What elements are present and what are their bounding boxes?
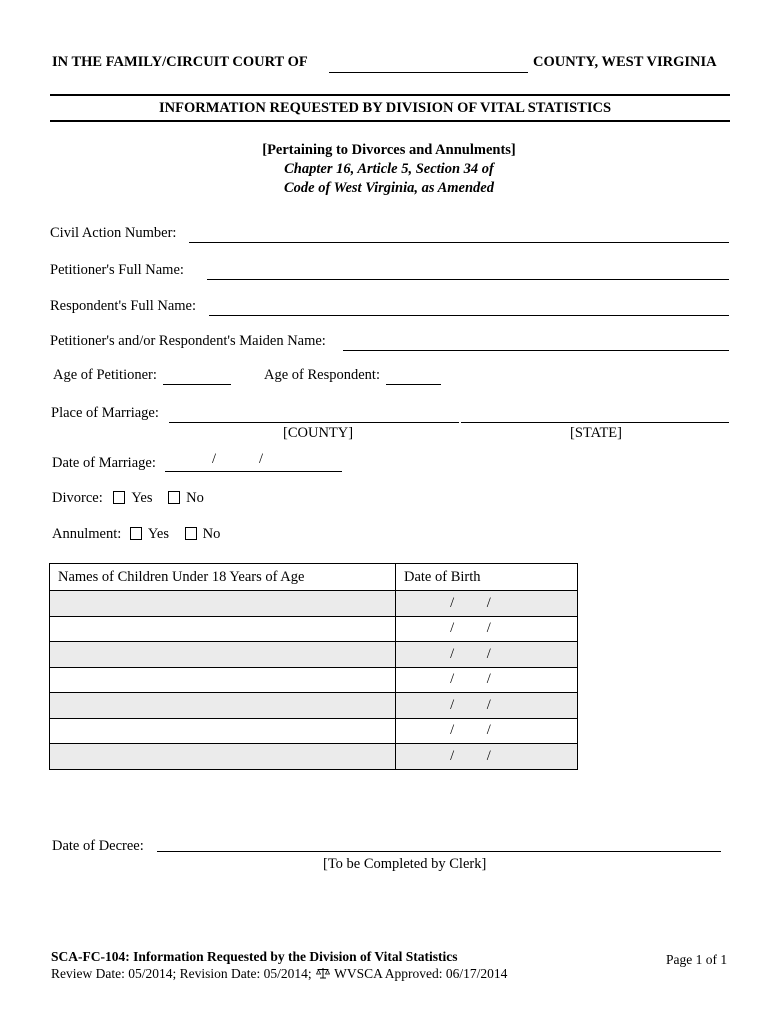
age-respondent-input[interactable]	[386, 368, 441, 385]
table-row	[50, 616, 578, 642]
date-of-decree-input[interactable]	[157, 835, 721, 852]
children-table	[49, 563, 578, 770]
children-name-header: Names of Children Under 18 Years of Age	[50, 564, 396, 591]
annulment-yes-label: Yes	[147, 526, 170, 542]
scales-of-justice-icon	[316, 967, 330, 979]
respondent-name-label: Respondent's Full Name:	[50, 298, 196, 314]
state-caption: [STATE]	[570, 425, 622, 441]
subtitle-chapter: Chapter 16, Article 5, Section 34 of	[284, 161, 494, 177]
page-number: Page 1 of 1	[666, 952, 728, 967]
child-dob-cell[interactable]: / /	[396, 744, 578, 770]
table-row	[50, 718, 578, 744]
title-bottom-rule	[50, 120, 730, 122]
divorce-no-label: No	[186, 490, 204, 506]
age-petitioner-input[interactable]	[163, 368, 231, 385]
child-dob-cell[interactable]: / /	[396, 693, 578, 719]
page-title: INFORMATION REQUESTED BY DIVISION OF VITAL STATISTICS	[158, 100, 612, 116]
divorce-yes-checkbox[interactable]	[113, 491, 125, 504]
marriage-county-input[interactable]	[169, 406, 459, 423]
annulment-label: Annulment:	[52, 526, 122, 542]
age-respondent-label: Age of Respondent:	[264, 367, 380, 383]
form-id: SCA-FC-104: Information Requested by the Division of Vital Statistics	[51, 949, 458, 964]
divorce-label: Divorce:	[52, 490, 103, 506]
child-name-cell[interactable]	[50, 591, 396, 617]
child-dob-cell[interactable]: / /	[396, 642, 578, 668]
child-name-cell[interactable]	[50, 616, 396, 642]
subtitle-code: Code of West Virginia, as Amended	[283, 180, 494, 196]
child-name-cell[interactable]	[50, 667, 396, 693]
annulment-no-label: No	[202, 526, 221, 542]
petitioner-name-input[interactable]	[207, 263, 729, 280]
child-dob-cell[interactable]: / /	[396, 616, 578, 642]
title-top-rule	[50, 94, 730, 96]
petitioner-name-label: Petitioner's Full Name:	[50, 262, 184, 278]
subtitle-pertaining: [Pertaining to Divorces and Annulments]	[262, 142, 516, 158]
court-suffix: COUNTY, WEST VIRGINIA	[533, 54, 717, 70]
divorce-row	[52, 490, 204, 507]
age-petitioner-label: Age of Petitioner:	[53, 367, 157, 383]
maiden-name-input[interactable]	[343, 334, 729, 351]
annulment-yes-checkbox[interactable]	[130, 527, 142, 540]
annulment-no-checkbox[interactable]	[185, 527, 197, 540]
civil-action-input[interactable]	[189, 226, 729, 243]
child-dob-cell[interactable]: / /	[396, 718, 578, 744]
child-name-cell[interactable]	[50, 744, 396, 770]
child-dob-cell[interactable]: / /	[396, 667, 578, 693]
divorce-yes-label: Yes	[131, 490, 153, 506]
child-name-cell[interactable]	[50, 693, 396, 719]
review-dates	[51, 966, 507, 982]
civil-action-label: Civil Action Number:	[50, 225, 177, 241]
child-dob-cell[interactable]: / /	[396, 591, 578, 617]
county-caption: [COUNTY]	[283, 425, 354, 441]
maiden-name-label: Petitioner's and/or Respondent's Maiden Name:	[50, 333, 326, 349]
marriage-state-input[interactable]	[461, 406, 729, 423]
respondent-name-input[interactable]	[209, 299, 729, 316]
table-row	[50, 667, 578, 693]
date-of-marriage-input[interactable]	[165, 455, 342, 472]
clerk-note: [To be Completed by Clerk]	[323, 856, 487, 872]
court-county-input[interactable]	[329, 56, 528, 73]
children-dob-header: Date of Birth	[396, 564, 578, 591]
review-text: Review Date: 05/2014; Revision Date: 05/2014;	[51, 966, 312, 981]
table-row	[50, 642, 578, 668]
court-prefix: IN THE FAMILY/CIRCUIT COURT OF	[52, 54, 308, 70]
date-of-marriage-label: Date of Marriage:	[52, 455, 156, 471]
date-of-decree-label: Date of Decree:	[52, 838, 144, 854]
table-row	[50, 591, 578, 617]
table-row	[50, 693, 578, 719]
child-name-cell[interactable]	[50, 642, 396, 668]
child-name-cell[interactable]	[50, 718, 396, 744]
place-of-marriage-label: Place of Marriage:	[51, 405, 159, 421]
date-separator-2: /	[259, 451, 264, 467]
annulment-row	[52, 526, 220, 543]
divorce-no-checkbox[interactable]	[168, 491, 180, 504]
table-row	[50, 744, 578, 770]
approved-text: WVSCA Approved: 06/17/2014	[334, 966, 508, 981]
date-separator-1: /	[212, 451, 217, 467]
